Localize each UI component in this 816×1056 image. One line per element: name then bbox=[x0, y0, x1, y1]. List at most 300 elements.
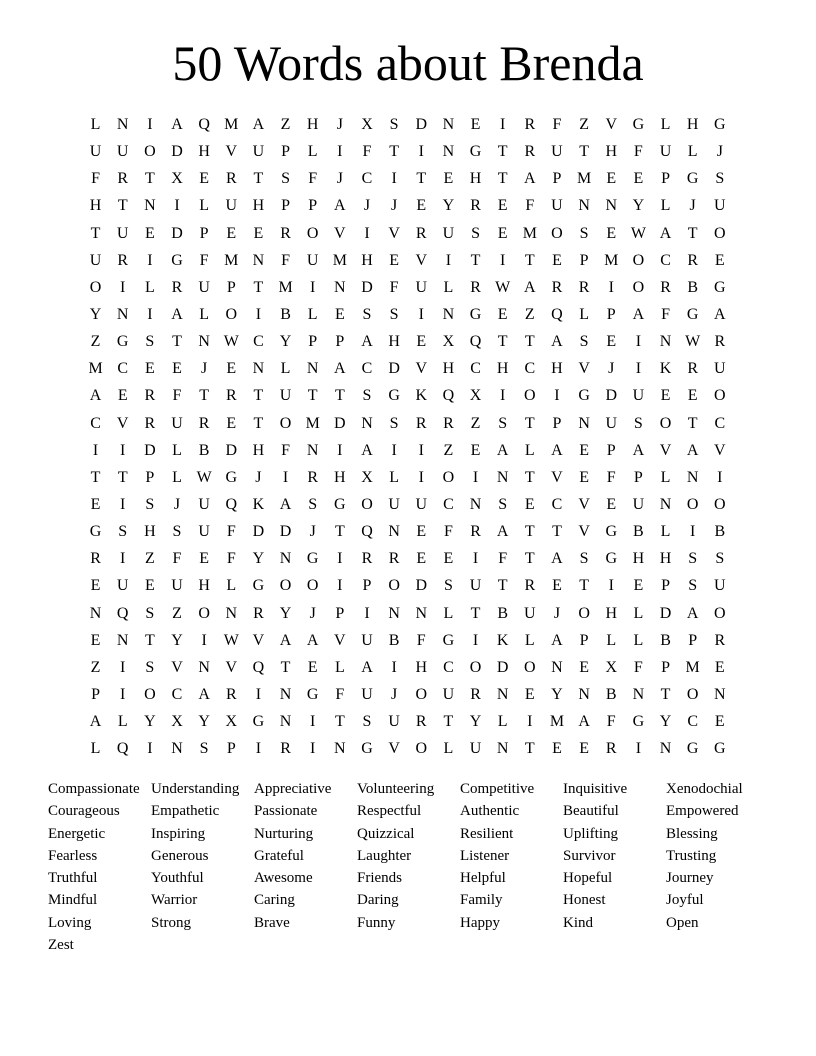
grid-letter: P bbox=[308, 333, 318, 351]
grid-letter: I bbox=[500, 116, 506, 133]
grid-letter: L bbox=[226, 577, 237, 595]
grid-letter: L bbox=[280, 360, 291, 378]
grid-letter: N bbox=[659, 333, 672, 351]
grid-letter: E bbox=[416, 333, 427, 351]
grid-letter: B bbox=[497, 604, 509, 622]
grid-letter: F bbox=[606, 468, 616, 486]
grid-letter: Y bbox=[551, 685, 563, 703]
grid-letter: S bbox=[688, 577, 698, 595]
grid-letter: Q bbox=[252, 658, 265, 676]
grid-letter: N bbox=[686, 468, 699, 486]
grid-letter: D bbox=[171, 143, 183, 161]
grid-letter: I bbox=[92, 441, 99, 459]
grid-letter: L bbox=[524, 441, 535, 459]
grid-letter: U bbox=[89, 251, 102, 269]
grid-letter: B bbox=[687, 278, 698, 296]
grid-letter: N bbox=[116, 631, 129, 649]
grid-letter: V bbox=[659, 441, 672, 459]
grid-letter: J bbox=[336, 170, 343, 188]
grid-letter: A bbox=[361, 333, 373, 351]
grid-letter: R bbox=[361, 550, 373, 568]
grid-letter: Q bbox=[198, 116, 210, 133]
grid-letter: A bbox=[551, 333, 563, 351]
grid-letter: V bbox=[116, 414, 129, 432]
grid-letter: O bbox=[469, 658, 482, 676]
grid-letter: N bbox=[496, 468, 509, 486]
grid-letter: T bbox=[579, 577, 589, 595]
word-list-item: Honest bbox=[563, 892, 606, 909]
grid-letter: H bbox=[198, 143, 210, 161]
grid-letter: Z bbox=[443, 441, 454, 459]
grid-letter: C bbox=[361, 170, 373, 188]
grid-letter: L bbox=[90, 740, 101, 758]
grid-letter: L bbox=[443, 740, 454, 758]
grid-letter: T bbox=[253, 278, 264, 296]
grid-letter: I bbox=[120, 495, 126, 513]
grid-letter: Y bbox=[279, 604, 292, 622]
grid-letter: H bbox=[605, 604, 618, 622]
grid-letter: I bbox=[500, 251, 506, 269]
grid-letter: I bbox=[337, 550, 343, 568]
grid-letter: U bbox=[551, 143, 563, 161]
grid-letter: O bbox=[306, 224, 319, 242]
grid-letter: U bbox=[361, 685, 373, 703]
grid-letter: I bbox=[120, 658, 126, 676]
grid-letter: N bbox=[279, 685, 292, 703]
word-list-item: Inquisitive bbox=[563, 781, 628, 797]
grid-letter: E bbox=[606, 170, 617, 188]
grid-letter: O bbox=[225, 305, 238, 323]
word-list-item: Helpful bbox=[460, 870, 506, 887]
grid-letter: T bbox=[334, 523, 345, 541]
grid-letter: N bbox=[252, 251, 265, 269]
grid-letter: Q bbox=[361, 523, 373, 541]
grid-letter: T bbox=[524, 333, 535, 351]
grid-letter: N bbox=[442, 116, 455, 133]
grid-letter: S bbox=[715, 550, 725, 568]
grid-letter: R bbox=[714, 333, 726, 351]
grid-letter: I bbox=[337, 441, 343, 459]
grid-letter: D bbox=[279, 523, 292, 541]
grid-letter: A bbox=[361, 441, 373, 459]
grid-letter: P bbox=[606, 441, 616, 459]
grid-letter: G bbox=[714, 740, 726, 758]
grid-letter: F bbox=[226, 523, 236, 541]
grid-letter: S bbox=[308, 495, 318, 513]
grid-letter: R bbox=[117, 170, 129, 188]
grid-letter: P bbox=[661, 577, 670, 595]
grid-letter: R bbox=[524, 143, 536, 161]
grid-letter: U bbox=[198, 495, 210, 513]
grid-letter: T bbox=[253, 387, 264, 405]
grid-letter: X bbox=[361, 116, 373, 133]
grid-letter: I bbox=[255, 685, 262, 703]
grid-letter: E bbox=[497, 224, 508, 242]
grid-letter: S bbox=[362, 713, 372, 731]
grid-letter: U bbox=[442, 685, 455, 703]
word-list-item: Open bbox=[666, 914, 699, 931]
grid-letter: H bbox=[198, 577, 210, 595]
grid-letter: H bbox=[632, 550, 645, 568]
grid-letter: C bbox=[171, 685, 183, 703]
word-list-item: Friends bbox=[357, 870, 402, 887]
grid-letter: H bbox=[252, 441, 265, 459]
grid-letter: B bbox=[714, 523, 726, 541]
grid-letter: O bbox=[415, 685, 428, 703]
grid-letter: V bbox=[578, 495, 590, 513]
grid-letter: P bbox=[633, 468, 643, 486]
grid-letter: C bbox=[687, 713, 698, 731]
grid-letter: V bbox=[578, 523, 590, 541]
grid-letter: O bbox=[632, 251, 645, 269]
grid-letter: V bbox=[388, 740, 400, 758]
grid-letter: D bbox=[659, 604, 672, 622]
grid-letter: P bbox=[552, 414, 562, 432]
grid-letter: A bbox=[279, 495, 292, 513]
grid-letter: U bbox=[415, 278, 428, 296]
word-list-item: Fearless bbox=[48, 847, 98, 864]
grid-letter: L bbox=[117, 713, 128, 731]
word-list-item: Generous bbox=[151, 847, 209, 864]
grid-letter: H bbox=[415, 658, 428, 676]
grid-letter: A bbox=[551, 631, 563, 649]
grid-letter: I bbox=[337, 577, 343, 595]
grid-letter: C bbox=[470, 360, 481, 378]
grid-letter: R bbox=[687, 251, 698, 269]
grid-letter: I bbox=[120, 685, 126, 703]
grid-letter: D bbox=[388, 360, 400, 378]
grid-letter: A bbox=[89, 713, 102, 731]
grid-letter: E bbox=[226, 224, 237, 242]
grid-letter: M bbox=[604, 251, 619, 269]
grid-letter: R bbox=[198, 414, 210, 432]
word-list-item: Hopeful bbox=[563, 870, 613, 887]
grid-letter: A bbox=[89, 387, 102, 405]
grid-letter: U bbox=[116, 143, 129, 161]
grid-letter: Q bbox=[442, 387, 455, 405]
grid-letter: T bbox=[90, 468, 101, 486]
grid-letter: J bbox=[201, 360, 208, 378]
word-list-item: Beautiful bbox=[563, 803, 619, 820]
grid-letter: P bbox=[308, 197, 318, 215]
grid-letter: I bbox=[391, 658, 397, 676]
grid-letter: M bbox=[88, 360, 103, 378]
grid-letter: G bbox=[225, 468, 238, 486]
grid-letter: J bbox=[363, 197, 371, 215]
grid-letter: U bbox=[252, 143, 265, 161]
grid-letter: E bbox=[714, 251, 725, 269]
grid-letter: T bbox=[253, 414, 264, 432]
grid-letter: G bbox=[632, 713, 645, 731]
grid-letter: A bbox=[714, 305, 726, 323]
word-list-item: Youthful bbox=[151, 870, 204, 887]
word-list-item: Trusting bbox=[666, 847, 717, 864]
grid-letter: W bbox=[196, 468, 212, 486]
grid-letter: H bbox=[551, 360, 563, 378]
grid-letter: E bbox=[199, 170, 210, 188]
grid-letter: E bbox=[416, 523, 427, 541]
grid-letter: P bbox=[579, 251, 589, 269]
grid-letter: U bbox=[605, 414, 618, 432]
grid-letter: L bbox=[144, 278, 155, 296]
grid-letter: I bbox=[472, 550, 479, 568]
grid-letter: G bbox=[578, 387, 590, 405]
grid-letter: A bbox=[659, 224, 672, 242]
grid-letter: U bbox=[171, 414, 183, 432]
grid-letter: A bbox=[686, 604, 699, 622]
grid-letter: A bbox=[306, 631, 319, 649]
grid-letter: N bbox=[605, 197, 618, 215]
grid-letter: N bbox=[144, 197, 156, 215]
word-list-item: Empathetic bbox=[151, 803, 220, 820]
grid-letter: O bbox=[144, 685, 156, 703]
grid-letter: A bbox=[171, 116, 183, 133]
grid-letter: R bbox=[605, 740, 617, 758]
grid-letter: E bbox=[552, 740, 562, 758]
grid-letter: I bbox=[418, 143, 424, 161]
grid-letter: E bbox=[90, 631, 101, 649]
grid-letter: P bbox=[688, 631, 698, 649]
grid-letter: C bbox=[253, 333, 264, 351]
grid-letter: S bbox=[471, 224, 480, 242]
word-list-item: Loving bbox=[48, 914, 92, 931]
grid-letter: Z bbox=[172, 604, 182, 622]
grid-letter: F bbox=[172, 550, 182, 568]
grid-letter: A bbox=[551, 550, 563, 568]
grid-letter: M bbox=[224, 251, 239, 269]
grid-letter: P bbox=[335, 333, 345, 351]
grid-letter: Y bbox=[144, 713, 156, 731]
word-list-item: Appreciative bbox=[254, 781, 332, 797]
grid-letter: T bbox=[172, 333, 182, 351]
grid-letter: L bbox=[443, 604, 454, 622]
word-list-item: Courageous bbox=[48, 803, 120, 820]
grid-letter: O bbox=[388, 577, 400, 595]
word-list-item: Understanding bbox=[151, 781, 240, 797]
grid-letter: E bbox=[416, 197, 427, 215]
grid-letter: V bbox=[171, 658, 183, 676]
grid-letter: S bbox=[498, 495, 508, 513]
grid-letter: F bbox=[606, 713, 616, 731]
grid-letter: C bbox=[660, 251, 671, 269]
grid-letter: U bbox=[225, 197, 238, 215]
grid-letter: J bbox=[391, 685, 398, 703]
grid-letter: I bbox=[120, 278, 126, 296]
grid-letter: Z bbox=[579, 116, 589, 133]
grid-letter: E bbox=[199, 550, 210, 568]
grid-letter: Y bbox=[252, 550, 265, 568]
grid-letter: U bbox=[659, 143, 672, 161]
word-list-item: Laughter bbox=[357, 847, 412, 864]
grid-letter: I bbox=[364, 604, 370, 622]
grid-letter: N bbox=[361, 414, 373, 432]
grid-letter: I bbox=[690, 523, 696, 541]
grid-letter: E bbox=[524, 685, 535, 703]
grid-letter: C bbox=[443, 658, 454, 676]
word-search-grid bbox=[82, 111, 734, 762]
grid-letter: G bbox=[605, 550, 618, 568]
grid-letter: T bbox=[90, 224, 101, 242]
grid-letter: R bbox=[443, 414, 454, 432]
grid-letter: C bbox=[361, 360, 373, 378]
grid-letter: N bbox=[116, 116, 129, 133]
word-list-item: Energetic bbox=[48, 825, 106, 842]
grid-letter: I bbox=[418, 468, 424, 486]
grid-letter: I bbox=[527, 713, 533, 731]
grid-letter: S bbox=[281, 170, 290, 188]
grid-letter: T bbox=[470, 604, 481, 622]
grid-letter: O bbox=[524, 658, 536, 676]
grid-letter: G bbox=[632, 116, 645, 133]
grid-letter: P bbox=[606, 305, 616, 323]
grid-letter: H bbox=[469, 170, 482, 188]
word-list-item: Warrior bbox=[151, 892, 198, 909]
word-list-item: Empowered bbox=[666, 803, 739, 820]
grid-letter: R bbox=[388, 550, 400, 568]
grid-letter: V bbox=[225, 143, 238, 161]
grid-letter: E bbox=[660, 387, 671, 405]
grid-letter: X bbox=[469, 387, 482, 405]
word-list-item: Competitive bbox=[460, 781, 535, 797]
grid-letter: I bbox=[147, 251, 153, 269]
grid-letter: G bbox=[686, 170, 699, 188]
grid-letter: E bbox=[443, 550, 454, 568]
grid-letter: Y bbox=[659, 713, 672, 731]
grid-letter: F bbox=[416, 631, 426, 649]
grid-letter: E bbox=[226, 414, 237, 432]
grid-letter: S bbox=[633, 414, 643, 432]
grid-letter: T bbox=[117, 468, 128, 486]
grid-letter: R bbox=[470, 523, 481, 541]
grid-letter: R bbox=[470, 197, 481, 215]
grid-letter: T bbox=[552, 523, 562, 541]
grid-letter: O bbox=[442, 468, 455, 486]
grid-letter: V bbox=[225, 658, 238, 676]
grid-letter: U bbox=[171, 577, 183, 595]
grid-letter: E bbox=[524, 495, 535, 513]
word-list-item: Happy bbox=[460, 914, 500, 931]
grid-letter: E bbox=[253, 224, 264, 242]
grid-letter: Q bbox=[116, 604, 129, 622]
grid-letter: N bbox=[279, 713, 292, 731]
grid-letter: T bbox=[497, 333, 508, 351]
word-list-item: Survivor bbox=[563, 847, 616, 864]
grid-letter: I bbox=[310, 278, 316, 296]
grid-letter: G bbox=[442, 631, 455, 649]
grid-letter: E bbox=[579, 441, 589, 459]
grid-letter: I bbox=[635, 360, 642, 378]
grid-letter: Q bbox=[116, 740, 129, 758]
grid-letter: G bbox=[334, 495, 346, 513]
grid-letter: U bbox=[361, 631, 373, 649]
grid-letter: R bbox=[415, 414, 427, 432]
grid-letter: U bbox=[469, 740, 482, 758]
grid-letter: U bbox=[442, 224, 455, 242]
grid-letter: R bbox=[225, 170, 237, 188]
grid-letter: X bbox=[171, 713, 183, 731]
grid-letter: O bbox=[279, 414, 292, 432]
grid-letter: P bbox=[362, 577, 372, 595]
grid-letter: Z bbox=[90, 333, 101, 351]
grid-letter: D bbox=[334, 414, 346, 432]
grid-letter: M bbox=[224, 116, 239, 133]
grid-letter: E bbox=[497, 197, 508, 215]
grid-letter: S bbox=[498, 414, 508, 432]
grid-letter: V bbox=[334, 224, 346, 242]
grid-letter: S bbox=[389, 305, 399, 323]
word-list-item: Authentic bbox=[460, 803, 520, 820]
grid-letter: J bbox=[716, 143, 723, 161]
grid-letter: S bbox=[145, 658, 155, 676]
grid-letter: S bbox=[715, 170, 725, 188]
grid-letter: M bbox=[522, 224, 537, 242]
word-list-item: Quizzical bbox=[357, 825, 415, 842]
grid-letter: R bbox=[171, 278, 183, 296]
grid-letter: O bbox=[279, 577, 292, 595]
grid-letter: I bbox=[391, 170, 397, 188]
grid-letter: S bbox=[362, 387, 372, 405]
grid-letter: I bbox=[472, 468, 479, 486]
grid-letter: D bbox=[415, 116, 428, 133]
grid-letter: N bbox=[306, 441, 319, 459]
grid-letter: T bbox=[117, 197, 128, 215]
grid-letter: I bbox=[418, 305, 424, 323]
grid-letter: E bbox=[552, 251, 562, 269]
grid-letter: N bbox=[198, 658, 210, 676]
grid-letter: S bbox=[199, 740, 209, 758]
grid-letter: J bbox=[309, 604, 316, 622]
grid-letter: F bbox=[443, 523, 453, 541]
grid-letter: D bbox=[252, 523, 265, 541]
grid-letter: G bbox=[469, 143, 482, 161]
grid-letter: F bbox=[389, 278, 399, 296]
grid-letter: L bbox=[606, 631, 617, 649]
grid-letter: T bbox=[687, 414, 698, 432]
grid-letter: A bbox=[361, 658, 373, 676]
grid-letter: I bbox=[608, 278, 614, 296]
grid-letter: T bbox=[524, 414, 535, 432]
word-list-item: Awesome bbox=[254, 870, 313, 887]
grid-letter: J bbox=[391, 197, 398, 215]
grid-letter: G bbox=[361, 740, 373, 758]
grid-letter: G bbox=[252, 713, 265, 731]
word-list bbox=[48, 778, 788, 956]
grid-letter: N bbox=[659, 495, 672, 513]
grid-letter: F bbox=[362, 143, 372, 161]
grid-letter: D bbox=[361, 278, 373, 296]
grid-letter: P bbox=[661, 170, 670, 188]
grid-letter: E bbox=[579, 468, 589, 486]
grid-letter: E bbox=[144, 360, 155, 378]
grid-letter: T bbox=[524, 523, 535, 541]
grid-letter: J bbox=[309, 523, 316, 541]
grid-letter: A bbox=[578, 713, 590, 731]
grid-letter: R bbox=[90, 550, 101, 568]
grid-letter: G bbox=[714, 116, 726, 133]
word-list-item: Strong bbox=[151, 914, 192, 931]
grid-letter: S bbox=[118, 523, 128, 541]
grid-letter: P bbox=[661, 658, 670, 676]
grid-letter: F bbox=[633, 143, 643, 161]
grid-letter: L bbox=[307, 305, 318, 323]
grid-letter: F bbox=[91, 170, 101, 188]
word-list-item: Funny bbox=[357, 914, 396, 931]
grid-letter: W bbox=[223, 333, 239, 351]
grid-letter: X bbox=[171, 170, 183, 188]
grid-letter: L bbox=[334, 658, 345, 676]
word-list-item: Respectful bbox=[357, 803, 422, 820]
grid-letter: O bbox=[89, 278, 102, 296]
